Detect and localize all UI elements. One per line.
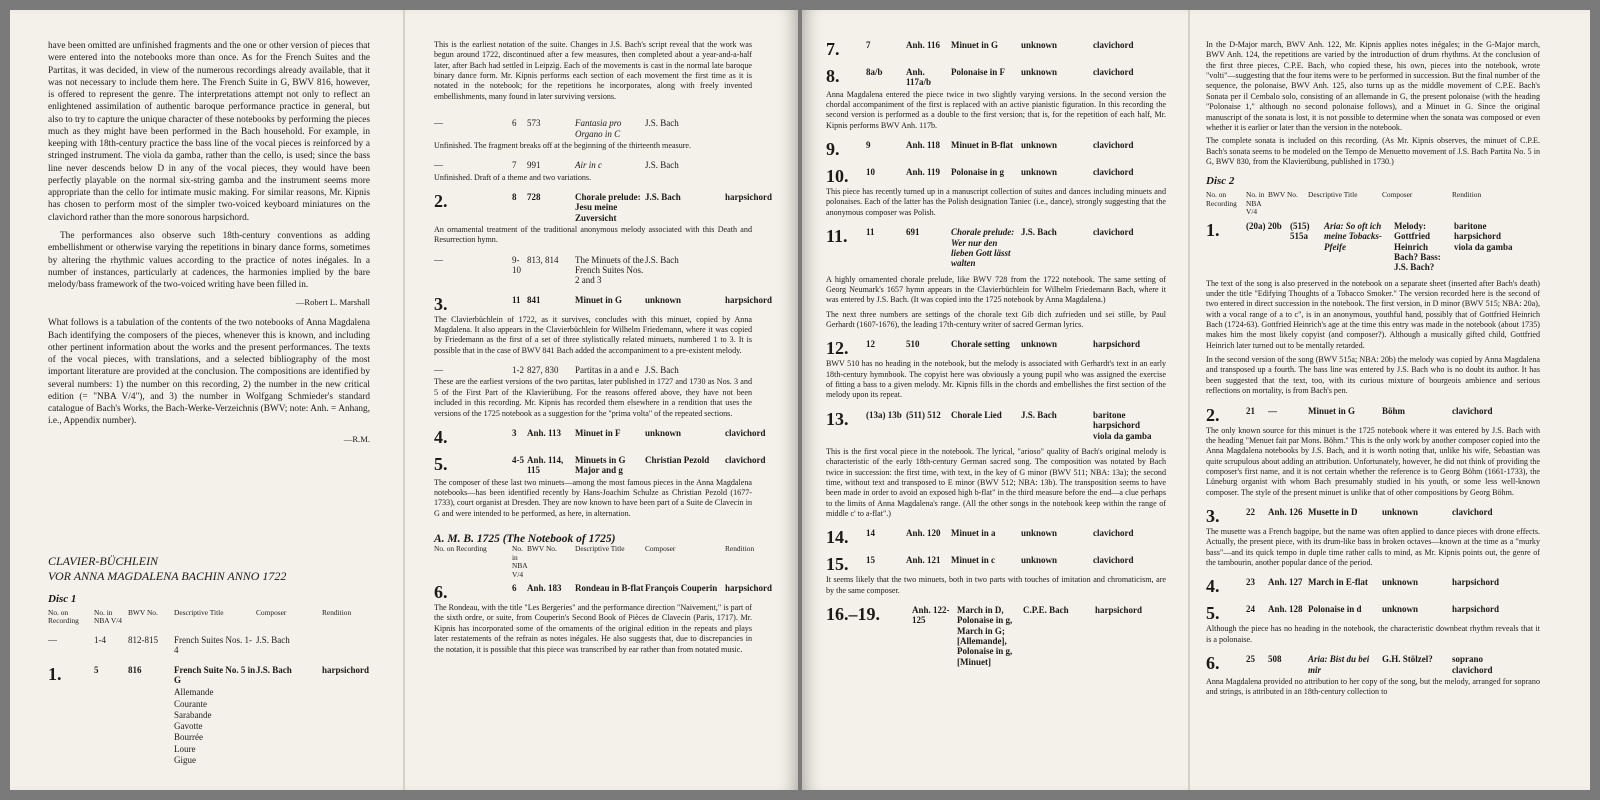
table-row bbox=[1206, 604, 1540, 622]
note-paragraph: It seems likely that the two minuets, both in two parts with touches of imitation and chromaticism, are by the same composer. bbox=[826, 575, 1166, 595]
cell: 508 bbox=[1268, 654, 1282, 665]
essay-paragraph: have been omitted are unfinished fragments and the one or other version of pieces that were entered into the notebooks more than once. As for the French Suites and the Partitas, it was decided, in view of the numerous recordings already available, that it was not necessary to include them here. The French Suite in G, BWV 816, however, is offered to represent the genre. The interpretations attempt not only to reflect an enlightened assimilation of authentic baroque performance practice in general, but also to try to capture the unique character of these notebooks by performing the pieces much as they might have been performed in the Bach household. For example, in keeping with 18th-century practice the bass line of the vocal pieces is reinforced by a stringed instrument. The viola da gamba, rather than the cello, is used; since the bass line never descends below D in any of the vocal pieces, they would have been perfectly playable on the normal six-string gamba and the instrument seems more appropriate than the cello for intimate music making. For similar reasons, Mr. Kipnis has chosen to perform most of the simpler two-voiced keyboard miniatures on the clavichord rather than the more sonorous harpsichord. bbox=[48, 41, 370, 223]
cell: J.S. Bach bbox=[256, 634, 290, 645]
cell: baritone harpsichord viola da gamba bbox=[1454, 220, 1513, 252]
cell: J.S. Bach bbox=[256, 664, 292, 675]
cell: — bbox=[1268, 405, 1277, 416]
table-row bbox=[434, 365, 752, 375]
page-4 bbox=[1206, 40, 1540, 770]
center-fold bbox=[403, 10, 405, 790]
cell: Chorale prelude: Wer nur den lieben Gott lässt walten bbox=[951, 227, 1015, 269]
recording-number: 4. bbox=[1206, 576, 1220, 597]
cell: unknown bbox=[1021, 140, 1058, 151]
col-header: Composer bbox=[256, 607, 287, 617]
cell: March in D, Polonaise in g, March in G; [Allemande], Polonaise in g, [Minuet] bbox=[957, 605, 1013, 667]
col-header: No. in NBA V/4 bbox=[94, 607, 122, 626]
cell: — bbox=[434, 118, 443, 129]
cell: Aria: So oft ich meine Tobacks-Pfeife bbox=[1324, 220, 1382, 252]
cell: Anh. 121 bbox=[906, 555, 941, 566]
cell: Christian Pezold bbox=[645, 454, 710, 465]
section-title bbox=[48, 554, 370, 585]
recording-number: 15. bbox=[826, 554, 849, 575]
recording-number: 11. bbox=[826, 226, 848, 247]
table-row bbox=[48, 665, 370, 686]
cell: clavichord bbox=[1093, 167, 1134, 178]
cell: Polonaise in F bbox=[951, 67, 1006, 77]
col-header: No. on Recording bbox=[48, 607, 79, 626]
note-paragraph: These are the earliest versions of the two partitas, later published in 1727 and 1730 as Nos. 3 and 5 of the First Part of the Klavierübung. For the reasons offered above, they have not been included in this recording. Mr. Kipnis has recorded them elsewhere in a rendition that uses the versions of the 1725 notebook as a suggestion for the "prima volta" of the repeated sections. bbox=[434, 377, 752, 418]
cell: Minuet in G bbox=[575, 294, 623, 305]
cell: Minuet in c bbox=[951, 555, 995, 566]
table-row bbox=[48, 635, 370, 656]
cell: 25 bbox=[1246, 654, 1255, 665]
recording-number: 14. bbox=[826, 527, 849, 548]
table-row bbox=[434, 582, 773, 603]
note-paragraph: The Rondeau, with the title "Les Bergeries" and the performance direction "Naivement," is part of the sixth ordre, or suite, from Couperin's Second Book of Pièces de Clavecin (Paris, 1717). Mr. Kipnis has incorporated some of the ornaments of the original edition in the repeats and plays later restatements of the refrain as notes inégales. He also suggests that, due to discrepancies in the notation, it is possible that this piece was transcribed by ear rather than from notated music. bbox=[434, 603, 752, 654]
table-row bbox=[1206, 654, 1540, 675]
note-paragraph: The complete sonata is included on this recording. (As Mr. Kipnis observes, the minuet of C.P.E. Bach's sonata seems to be modeled on the Tempo de Menuetto movement of J.S. Bach Partita No. 5 in G, BWV 830, from the Klavierübung, published in 1730.) bbox=[1206, 136, 1540, 166]
essay-paragraph: What follows is a tabulation of the contents of the two notebooks of Anna Magdalena Bach identifying the composers of the pieces, whenever this is known, and including other pertinent information about the works and the present performances. The texts of the vocal pieces, with translations, and a selected bibliography of the most important literature are provided at the conclusion. The compositions are identified by several numbers: 1) the number on this recording, 2) the number in the new critical edition (= "NBA V/4"), and 3) the number in Wolfgang Schmieder's standard catalogue of Bach's Works, the Bach-Werke-Verzeichnis (BWV; note: Anh. = Anhang, i.e., Appendix number). bbox=[48, 318, 370, 427]
note-paragraph: This piece has recently turned up in a manuscript collection of suites and dances including minuets and polonaises. Each of the latter has the Polish designation Taniec (i.e., dance), strongly suggesting that the anonymous composer was Polish. bbox=[826, 187, 1166, 217]
cell: François Couperin bbox=[645, 583, 718, 594]
note-paragraph: Anna Magdalena entered the piece twice in two slightly varying versions. In the second version the chordal accompaniment of the first is replaced with an active pianistic figuration. In this recording the second version is performed as a double to the first version; that is, for the repetition of each half, Mr. Kipnis performs BWV Anh. 117b. bbox=[826, 89, 1166, 130]
cell: 991 bbox=[527, 160, 541, 171]
cell: Minuet in G bbox=[951, 40, 999, 50]
column-headers bbox=[48, 609, 370, 626]
col-header: No. on Recording bbox=[434, 544, 487, 554]
cell: 9 bbox=[866, 140, 871, 151]
cell: Minuets in G Major and g bbox=[575, 454, 626, 476]
cell: 6 bbox=[512, 583, 517, 594]
table-row bbox=[434, 160, 752, 170]
section-title-line-1: CLAVIER-BÜCHLEIN bbox=[48, 553, 159, 568]
cell: Polonaise in g bbox=[951, 167, 1005, 178]
cell: 841 bbox=[527, 294, 541, 305]
section-heading: A. M. B. 1725 (The Notebook of 1725) bbox=[434, 533, 616, 546]
cell: The Minuets of the French Suites Nos. 2 and 3 bbox=[575, 254, 644, 286]
col-header: Descriptive Title bbox=[575, 544, 625, 554]
cell: 510 bbox=[906, 339, 920, 350]
cell: 8 bbox=[512, 191, 517, 202]
col-header: Descriptive Title bbox=[1308, 190, 1358, 200]
cell: 12 bbox=[866, 339, 875, 350]
cell: Anh. 127 bbox=[1268, 577, 1303, 588]
cell: harpsichord bbox=[1095, 605, 1143, 616]
note-paragraph: An ornamental treatment of the traditional anonymous melody associated with this Death and Resurrection hymn. bbox=[434, 224, 752, 245]
note-paragraph: Unfinished. Draft of a theme and two variations. bbox=[434, 172, 592, 182]
cell: 728 bbox=[527, 191, 541, 202]
cell: — bbox=[434, 365, 443, 376]
page-3 bbox=[826, 40, 1166, 770]
signature: —Robert L. Marshall bbox=[295, 297, 370, 308]
cell: Chorale prelude: Jesu meine Zuversicht bbox=[575, 191, 641, 223]
cell: 812-815 bbox=[128, 634, 158, 645]
table-row bbox=[826, 528, 1166, 546]
table-row bbox=[1206, 221, 1540, 273]
cell: Anh. 120 bbox=[906, 528, 941, 539]
note-paragraph: BWV 510 has no heading in the notebook, but the melody is associated with Gerhardt's text in an early 18th-century hymnbook. The copyist here was obviously a young pupil who was assigned the exercise of fitting a bass to a given melody. Mr. Kipnis fills in the chords and embellishes the first section of the melody upon its repeat. bbox=[826, 359, 1166, 400]
cell: Anh. 116 bbox=[906, 40, 941, 50]
cell: Polonaise in d bbox=[1308, 604, 1362, 615]
table-row bbox=[434, 293, 773, 314]
cell: 3 bbox=[512, 427, 517, 438]
cell: Anh. 114, 115 bbox=[527, 454, 564, 476]
col-header: Descriptive Title bbox=[174, 607, 224, 617]
cell: — bbox=[48, 634, 57, 645]
cell: Fantasia pro Organo in C bbox=[575, 118, 622, 139]
cell: unknown bbox=[1021, 167, 1058, 178]
table-row bbox=[1206, 406, 1540, 424]
cell: J.S. Bach bbox=[645, 160, 679, 171]
cell: J.S. Bach bbox=[645, 118, 679, 129]
table-row bbox=[434, 190, 773, 223]
cell: 827, 830 bbox=[527, 365, 559, 376]
col-header: No. in NBA V/4 bbox=[512, 544, 528, 579]
cell: C.P.E. Bach bbox=[1023, 605, 1069, 616]
col-header: No. in NBA V/4 bbox=[1246, 190, 1265, 217]
cell: unknown bbox=[645, 294, 682, 305]
cell: 6 bbox=[512, 118, 517, 129]
column-headers bbox=[1206, 191, 1540, 217]
left-spread bbox=[10, 10, 798, 790]
cell: Anh. 122-125 bbox=[912, 605, 950, 626]
cell: clavichord bbox=[1093, 528, 1134, 539]
cell: (13a) 13b bbox=[866, 409, 902, 420]
cell: Musette in D bbox=[1308, 507, 1358, 518]
recording-number: 1. bbox=[1206, 219, 1220, 240]
cell: 24 bbox=[1246, 604, 1255, 615]
cell: unknown bbox=[1382, 507, 1419, 518]
cell: 9-10 bbox=[512, 254, 521, 275]
cell: 11 bbox=[866, 227, 875, 238]
cell: 11 bbox=[512, 294, 521, 305]
cell: clavichord bbox=[1093, 140, 1134, 151]
col-header: BWV No. bbox=[1268, 190, 1298, 200]
cell: 573 bbox=[527, 118, 541, 129]
recording-number: 1. bbox=[48, 663, 62, 684]
cell: clavichord bbox=[725, 427, 766, 438]
list-item: Gigue bbox=[174, 754, 196, 765]
cell: Partitas in a and e bbox=[575, 365, 639, 376]
cell: French Suite No. 5 in G bbox=[174, 664, 256, 685]
recording-number: 9. bbox=[826, 139, 840, 160]
recording-number: 12. bbox=[826, 338, 849, 359]
cell: Anh. 118 bbox=[906, 140, 941, 151]
cell: J.S. Bach bbox=[1021, 227, 1057, 238]
signature: —R.M. bbox=[343, 433, 370, 444]
cell: clavichord bbox=[1452, 507, 1493, 518]
recording-number: 7. bbox=[826, 39, 840, 59]
table-row bbox=[434, 255, 752, 286]
cell: harpsichord bbox=[725, 191, 773, 202]
recording-number: 5. bbox=[434, 453, 448, 474]
cell: unknown bbox=[1382, 604, 1419, 615]
cell: harpsichord bbox=[322, 664, 370, 675]
cell: Anh. 126 bbox=[1268, 507, 1303, 518]
page-1 bbox=[48, 40, 370, 770]
cell: 7 bbox=[512, 160, 517, 171]
disc-heading: Disc 1 bbox=[48, 592, 77, 605]
list-item: Courante bbox=[174, 698, 207, 709]
cell: harpsichord bbox=[1452, 604, 1500, 615]
cell: (515) 515a bbox=[1290, 220, 1310, 242]
cell: harpsichord bbox=[1452, 577, 1500, 588]
cell: unknown bbox=[1021, 40, 1058, 50]
col-header: Rendition bbox=[725, 544, 755, 554]
cell: 23 bbox=[1246, 577, 1255, 588]
note-paragraph: The only known source for this minuet is the 1725 notebook where it was entered by J.S. Bach with the heading "Menuet fait par Mons. Böhm." This is the only work by another composer copied into the Anna Magdalena notebooks by J.S. Bach, and it is worth noting that, unlike his wife, Sebastian was quite scrupulous about adding an attribution. Unfortunately, however, he did not think of providing the composer's first name, and it is not certain whether the reference is to Georg Böhm (1661-1733), the Lüneburg organist with whom Bach presumably studied in his youth, or some less well-known composer. The style of the present minuet is unlike that of other compositions by Georg Böhm. bbox=[1206, 425, 1540, 497]
cell: J.S. Bach bbox=[645, 365, 679, 376]
list-item: Bourrée bbox=[174, 732, 203, 743]
list-item: Loure bbox=[174, 743, 196, 754]
disc-heading: Disc 2 bbox=[1206, 175, 1235, 188]
cell: unknown bbox=[1021, 339, 1058, 350]
cell: March in E-flat bbox=[1308, 577, 1368, 588]
cell: Minuet in B-flat bbox=[951, 140, 1013, 151]
note-paragraph: The next three numbers are settings of the chorale text Gib dich zufrieden und sei stille, by Paul Gerhardt (1607-1676), the leading 17th-century writer of sacred German lyrics. bbox=[826, 309, 1166, 330]
cell: Melody: Gottfried Heinrich Bach? Bass: J.S. Bach? bbox=[1394, 220, 1441, 273]
cell: clavichord bbox=[1093, 227, 1134, 238]
cell: clavichord bbox=[725, 454, 766, 465]
cell: harpsichord bbox=[1093, 339, 1141, 350]
list-item: Gavotte bbox=[174, 721, 203, 732]
cell: 1-2 bbox=[512, 365, 524, 376]
table-row bbox=[826, 410, 1166, 441]
note-paragraph: Although the piece has no heading in the notebook, the characteristic downbeat rhythm reveals that it is a polonaise. bbox=[1206, 624, 1540, 644]
cell: unknown bbox=[1021, 528, 1058, 539]
recording-number: 5. bbox=[1206, 603, 1220, 624]
cell: clavichord bbox=[1093, 40, 1134, 50]
note-paragraph: In the D-Major march, BWV Anh. 122, Mr. Kipnis applies notes inégales; in the G-Major march, BWV Anh. 124, the repetitions are varied by the introduction of drum rhythms. At the conclusion of the first three pieces, C.P.E. Bach, who copied these, his own, pieces into the notebook, wrote "volti"—suggesting that the four items were to be performed in succession. But the final number of the sequence, the polonaise, BWV Anh. 125, also turns up as the middle movement of C.P.E. Bach's Sonata per il Cembalo solo, consisting of an allemande in G, the present polonaise (with the heading "Polonaise 1," although no second polonaise follows), and a Minuet in G. Since the original manuscript of the sonata is lost, it is not possible to determine when the sonata was composed or even whether it is earlier or later than the version in the notebook. bbox=[1206, 40, 1540, 132]
note-paragraph: This is the first vocal piece in the notebook. The lyrical, "arioso" quality of Bach's original melody is characteristic of the early 18th-century German sacred song. The composition was notated by Bach twice in succession: the first time, with text, in the key of G minor (BWV 511; NBA: 13a); the second time, without text and transposed to E minor (BWV 512; NBA: 13b). The transposition seems to have been made in order to avoid an exposed high b-flat" in the third measure before the end—a clue perhaps to the limits of Anna Magdalena's range. (All the other songs in the notebook keep within the range of middle c' to a-flat".) bbox=[826, 446, 1166, 518]
page-2 bbox=[434, 40, 773, 770]
cell: 8a/b bbox=[866, 67, 883, 77]
cell: soprano clavichord bbox=[1452, 654, 1493, 675]
cell: clavichord bbox=[1452, 405, 1493, 416]
cell: Anh. 128 bbox=[1268, 604, 1303, 615]
cell: unknown bbox=[1021, 555, 1058, 566]
cell: — bbox=[434, 254, 443, 265]
recording-number: 8. bbox=[826, 66, 840, 86]
cell: (511) 512 bbox=[906, 409, 941, 420]
movement-list bbox=[174, 687, 370, 766]
list-item: Sarabande bbox=[174, 709, 212, 720]
cell: Rondeau in B-flat bbox=[575, 583, 644, 594]
col-header: BWV No. bbox=[527, 544, 557, 554]
table-row bbox=[826, 140, 1166, 158]
table-row bbox=[826, 555, 1166, 573]
recording-number: 4. bbox=[434, 426, 448, 447]
recording-number: 6. bbox=[1206, 653, 1220, 674]
recording-number: 6. bbox=[434, 582, 448, 603]
col-header: Composer bbox=[1382, 190, 1413, 200]
col-header: BWV No. bbox=[128, 607, 158, 617]
cell: harpsichord bbox=[725, 583, 773, 594]
cell: 15 bbox=[866, 555, 875, 566]
cell: clavichord bbox=[1093, 67, 1134, 77]
table-row bbox=[434, 118, 752, 139]
table-row bbox=[826, 167, 1166, 185]
cell: (20a) 20b bbox=[1246, 220, 1282, 231]
cell: J.S. Bach bbox=[645, 254, 679, 265]
cell: unknown bbox=[1021, 67, 1058, 77]
recording-number: 2. bbox=[434, 190, 448, 211]
cell: Anh. 117a/b bbox=[906, 67, 932, 88]
table-row bbox=[1206, 577, 1540, 595]
cell: harpsichord bbox=[725, 294, 773, 305]
cell: J.S. Bach bbox=[645, 191, 681, 202]
recording-number: 10. bbox=[826, 166, 849, 187]
note-paragraph: The musette was a French bagpipe, but the name was often applied to dance pieces with drone effects. Actually, the present piece, with its drum-like bass in broken octaves—known at the time as a "murky bass"—and its quick tempo in duple time rather calls to mind, as Mr. Kipnis points out, the genre of the tambourin, another popular dance of the period. bbox=[1206, 527, 1540, 568]
col-header: Composer bbox=[645, 544, 676, 554]
cell: 691 bbox=[906, 227, 920, 238]
note-paragraph: In the second version of the song (BWV 515a; NBA: 20b) the melody was copied by Anna Magdalena and transposed up a fourth. The bass line was entered by J.S. Bach who is no doubt its author. It has been suggested that the text, too, with its curious mixture of bourgeois ambience and serious reflections on mortality, is from Bach's pen. bbox=[1206, 355, 1540, 396]
cell: 1-4 bbox=[94, 634, 106, 645]
list-item: Allemande bbox=[174, 687, 214, 698]
cell: Anh. 119 bbox=[906, 167, 941, 178]
cell: French Suites Nos. 1-4 bbox=[174, 634, 252, 656]
cell: 813, 814 bbox=[527, 254, 559, 265]
recording-number: 16.–19. bbox=[826, 604, 880, 625]
table-row bbox=[826, 67, 1166, 88]
note-paragraph: The composer of these last two minuets—among the most famous pieces in the Anna Magdalena notebooks—has been identified recently by Hans-Joachim Schulze as Christian Pezold (1677-1733), court organist at Dresden. They are now known to have been part of a Suite de Clavecin in G and were intended to be performed, as here, in alternation. bbox=[434, 477, 752, 518]
cell: Minuet in F bbox=[575, 427, 621, 438]
table-row bbox=[826, 40, 1166, 58]
recording-number: 2. bbox=[1206, 404, 1220, 425]
note-paragraph: This is the earliest notation of the suite. Changes in J.S. Bach's script reveal that the work was begun around 1722, discontinued after a few measures, then completed about a year-and-a-half later, after Bach had settled in Leipzig. Each of the movements is cast in the normal late baroque binary dance form. Mr. Kipnis performs each section of each movement the first time as it is notated in the notebook; for the repetitions he incorporates, along with freely invented embellishments, many found in later surviving versions. bbox=[434, 40, 752, 101]
col-header: Rendition bbox=[1452, 190, 1482, 200]
section-title-line-2: VOR ANNA MAGDALENA BACHIN ANNO 1722 bbox=[48, 569, 287, 584]
table-row bbox=[826, 227, 1166, 268]
cell: 21 bbox=[1246, 405, 1255, 416]
cell: Minuet in G bbox=[1308, 405, 1356, 416]
cell: J.S. Bach bbox=[1021, 409, 1057, 420]
cell: Anh. 113 bbox=[527, 427, 562, 438]
cell: Aria: Bist du bei mir bbox=[1308, 654, 1370, 675]
essay-paragraph: The performances also observe such 18th-century conventions as adding embellishment or otherwise varying the repetitions in binary dance forms, sometimes by altering the rhythmic values according to the practice of notes inégales. In a number of instances, particularly at cadences, the harmonies implied by the bare melody/bass framework of the two-voiced writing have been filled in. bbox=[48, 230, 370, 291]
cell: 7 bbox=[866, 40, 871, 50]
table-row bbox=[434, 453, 766, 476]
cell: unknown bbox=[645, 427, 682, 438]
cell: Chorale Lied bbox=[951, 409, 1002, 420]
table-row bbox=[826, 605, 1166, 667]
cell: 816 bbox=[128, 664, 142, 675]
cell: Chorale setting bbox=[951, 339, 1010, 350]
cell: 22 bbox=[1246, 507, 1255, 518]
cell: 4-5 bbox=[512, 454, 524, 465]
note-paragraph: The Clavierbüchlein of 1722, as it survives, concludes with this minuet, copied by Anna Magdalena. It also appears in the Clavierbüchlein for Wilhelm Friedemann, where it was copied by Friedemann as the first of a set of three stylistically related minuets, numbered 1 to 3. It is possible that in the case of BWV 841 Bach added the accompaniment to a pre-existent melody. bbox=[434, 314, 752, 355]
table-row bbox=[1206, 507, 1540, 525]
cell: Minuet in a bbox=[951, 528, 996, 539]
cell: baritone harpsichord viola da gamba bbox=[1093, 409, 1152, 441]
cell: Anh. 183 bbox=[527, 583, 562, 594]
center-fold bbox=[1188, 10, 1190, 790]
cell: 14 bbox=[866, 528, 875, 539]
col-header: No. on Recording bbox=[1206, 190, 1237, 208]
cell: G.H. Stölzel? bbox=[1382, 654, 1433, 665]
table-row bbox=[826, 339, 1166, 357]
cell: — bbox=[434, 160, 443, 171]
note-paragraph: Anna Magdalena provided no attribution to her copy of the song, but the melody, arranged for soprano and strings, is attributed in an 18th-century collection to bbox=[1206, 676, 1540, 697]
cell: Böhm bbox=[1382, 405, 1406, 416]
note-paragraph: The text of the song is also preserved in the notebook on a separate sheet (inserted after Bach's death) under the title "Edifying Thoughts of a Tobacco Smoker." The version recorded here is the second of two entered in direct succession in the notebook. The first version, in D minor (BWV 515; NBA: 20a), with a vocal range of a to c", is in an anonymous, youthful hand, possibly that of Gottfried Heinrich Bach (1724-63). Gottfried Heinrich's age at the time this entry was made in the notebook (about 1735) makes him the most likely copyist (and composer?). Although a musically gifted child, Gottfried Heinrich later turned out to be mentally retarded. bbox=[1206, 278, 1540, 350]
table-row bbox=[434, 426, 766, 447]
recording-number: 13. bbox=[826, 408, 849, 429]
column-headers bbox=[434, 544, 755, 579]
cell: Air in c bbox=[575, 160, 602, 171]
cell: 5 bbox=[94, 664, 99, 675]
col-header: Rendition bbox=[322, 607, 352, 617]
right-spread bbox=[802, 10, 1590, 790]
recording-number: 3. bbox=[434, 293, 448, 314]
note-paragraph: Unfinished. The fragment breaks off at the beginning of the thirteenth measure. bbox=[434, 140, 692, 150]
note-paragraph: A highly ornamented chorale prelude, like BWV 728 from the 1722 notebook. The same setting of Georg Neumark's 1657 hymn appears in the Clavierbüchlein for Wilhelm Friedemann Bach, where it was entered by J.S. Bach. (It was copied into the 1725 notebook by Anna Magdalena.) bbox=[826, 274, 1166, 305]
cell: unknown bbox=[1382, 577, 1419, 588]
cell: clavichord bbox=[1093, 555, 1134, 566]
cell: 10 bbox=[866, 167, 875, 178]
recording-number: 3. bbox=[1206, 506, 1220, 527]
